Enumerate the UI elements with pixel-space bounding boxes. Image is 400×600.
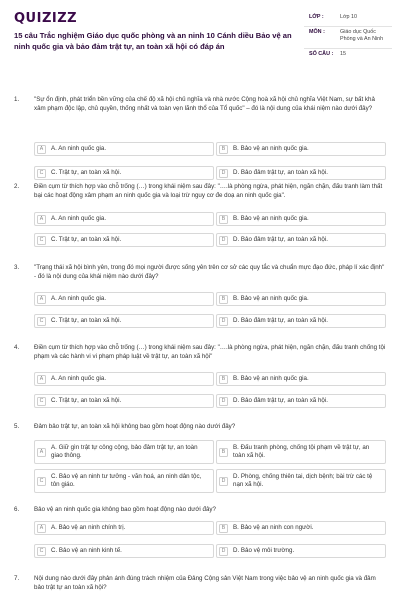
answer-option-b[interactable] [216,292,386,306]
option-letter-d: D [219,317,228,326]
option-letter-c: C [37,236,46,245]
option-letter-d: D [219,397,228,406]
option-letter-d: D [219,169,228,178]
option-letter-a: A [37,375,46,384]
option-text: A. An ninh quốc gia. [51,145,107,153]
answer-option-d[interactable] [216,166,386,180]
option-letter-b: B [219,295,228,304]
option-text: A. An ninh quốc gia. [51,375,107,383]
answer-option-c[interactable] [34,233,214,247]
answer-option-a[interactable] [34,142,214,156]
option-letter-a: A [37,215,46,224]
option-text: B. Bảo vệ an ninh quốc gia. [233,375,309,383]
meta-class-value: Lớp 10 [340,14,358,20]
answer-option-b[interactable] [216,440,386,464]
option-text: B. Bảo vệ an ninh quốc gia. [233,145,309,153]
answer-option-a[interactable] [34,212,214,226]
meta-subject-label: MÔN : [309,28,325,35]
answer-option-a[interactable] [34,372,214,386]
option-text: C. Trật tự, an toàn xã hội. [51,236,122,244]
question-number: 2. [14,183,20,190]
option-letter-a: A [37,524,46,533]
answer-option-c[interactable] [34,394,214,408]
question-text: Bảo vệ an ninh quốc gia không bao gồm hoạt động nào dưới đây? [34,506,216,513]
answer-option-a[interactable] [34,521,214,535]
option-letter-c: C [37,477,46,486]
option-text: C. Trật tự, an toàn xã hội. [51,317,122,325]
answer-option-c[interactable] [34,166,214,180]
option-letter-b: B [219,215,228,224]
question-number: 1. [14,96,20,103]
answer-option-b[interactable] [216,521,386,535]
answer-option-a[interactable] [34,292,214,306]
option-text: A. Giữ gìn trật tự công cộng, bảo đảm trật tự, an toàn giao thông. [51,444,198,459]
option-letter-c: C [37,317,46,326]
answer-option-d[interactable] [216,544,386,558]
option-letter-c: C [37,169,46,178]
question-number: 6. [14,506,20,513]
option-letter-b: B [219,375,228,384]
option-text: B. Đấu tranh phòng, chống tội phạm về trật tự, an toàn xã hội. [233,444,370,459]
option-text: A. An ninh quốc gia. [51,295,107,303]
option-letter-d: D [219,236,228,245]
answer-option-b[interactable] [216,212,386,226]
meta-count-row [304,49,392,63]
answer-option-c[interactable] [34,544,214,558]
question-text: Điền cụm từ thích hợp vào chỗ trống (…) trong khái niệm sau đây: "….là phòng ngừa, phát hiện, ngăn chặn, đấu tranh chống tội phạm và các hành vi vi phạm pháp luật về trật tự, an toàn xã hội" [34,344,386,360]
option-text: D. Bảo vệ môi trường. [233,547,295,555]
option-letter-b: B [219,448,228,457]
option-text: D. Bảo đảm trật tự, an toàn xã hội. [233,317,328,325]
option-text: C. Bảo vệ an ninh tư tưởng - văn hoá, an ninh dân tộc, tôn giáo. [51,473,202,488]
option-text: A. An ninh quốc gia. [51,215,107,223]
meta-class-row [304,12,392,27]
question-text: Điền cụm từ thích hợp vào chỗ trống (…) trong khái niệm sau đây: "….là phòng ngừa, phát hiện, ngăn chặn, đấu tranh làm thất bại các hoạt động xâm phạm an ninh quốc gia và loại trừ nguy cơ đe doạ an ninh quốc gia". [34,183,383,199]
option-letter-c: C [37,397,46,406]
document-header [0,0,400,84]
meta-class-label: LỚP : [309,14,324,20]
option-text: C. Trật tự, an toàn xã hội. [51,397,122,405]
option-text: A. Bảo vệ an ninh chính trị. [51,524,126,532]
answer-option-d[interactable] [216,314,386,328]
question-text: Đảm bảo trật tự, an toàn xã hội không bao gồm hoạt động nào dưới đây? [34,423,236,430]
answer-option-a[interactable] [34,440,214,464]
answer-option-b[interactable] [216,372,386,386]
meta-subject-row [304,27,392,49]
option-letter-b: B [219,524,228,533]
option-letter-d: D [219,477,228,486]
option-text: C. Bảo vệ an ninh kinh tế. [51,547,122,555]
answer-option-c[interactable] [34,469,214,493]
answer-option-d[interactable] [216,394,386,408]
option-text: D. Bảo đảm trật tự, an toàn xã hội. [233,236,328,244]
answer-option-b[interactable] [216,142,386,156]
option-text: B. Bảo vệ an ninh con người. [233,524,314,532]
option-letter-d: D [219,547,228,556]
question-text: "Trạng thái xã hội bình yên, trong đó mọi người được sống yên trên cơ sở các quy tắc và chuẩn mực đạo đức, pháp lí xác định" - đó là nội dung của khái niệm nào dưới đây? [34,264,385,280]
answer-option-c[interactable] [34,314,214,328]
option-text: D. Bảo đảm trật tự, an toàn xã hội. [233,169,328,177]
answer-option-d[interactable] [216,233,386,247]
option-text: D. Bảo đảm trật tự, an toàn xã hội. [233,397,328,405]
meta-subject-value: Giáo dục Quốc Phòng và An Ninh [340,28,384,42]
question-text: "Sự ổn định, phát triển bền vững của chế độ xã hội chủ nghĩa và nhà nước Cộng hoà xã hội chủ nghĩa Việt Nam, sự bất khả xâm phạm độc lập, chủ quyền, thống nhất và toàn vẹn lãnh thổ của Tổ quốc" – đó là nội dung của khái niệm nào dưới đây? [34,96,375,112]
answer-option-d[interactable] [216,469,386,493]
option-text: B. Bảo vệ an ninh quốc gia. [233,295,309,303]
option-text: D. Phòng, chống thiên tai, dịch bệnh; bài trừ các tệ nạn xã hội. [233,473,373,488]
page-title: 15 câu Trắc nghiệm Giáo dục quốc phòng và an ninh 10 Cánh diều Bảo vệ an ninh quốc gia và bảo đảm trật tự, an toàn xã hội có đáp án [14,31,292,51]
option-letter-c: C [37,547,46,556]
meta-count-label: SỐ CÂU : [309,50,334,57]
question-text: Nội dung nào dưới đây phản ánh đúng trách nhiệm của Đảng Cộng sản Việt Nam trong việc bảo vệ an ninh quốc gia và đảm bảo trật tự an toàn xã hội? [34,575,376,591]
meta-panel [304,12,392,62]
option-letter-a: A [37,295,46,304]
option-letter-a: A [37,448,46,457]
meta-count-value: 15 [340,50,346,57]
option-letter-a: A [37,145,46,154]
question-number: 3. [14,264,20,271]
question-number: 4. [14,344,20,351]
question-number: 7. [14,575,20,582]
question-number: 5. [14,423,20,430]
option-text: C. Trật tự, an toàn xã hội. [51,169,122,177]
option-letter-b: B [219,145,228,154]
quizizz-logo: QUIZIZZ [14,11,78,26]
option-text: B. Bảo vệ an ninh quốc gia. [233,215,309,223]
